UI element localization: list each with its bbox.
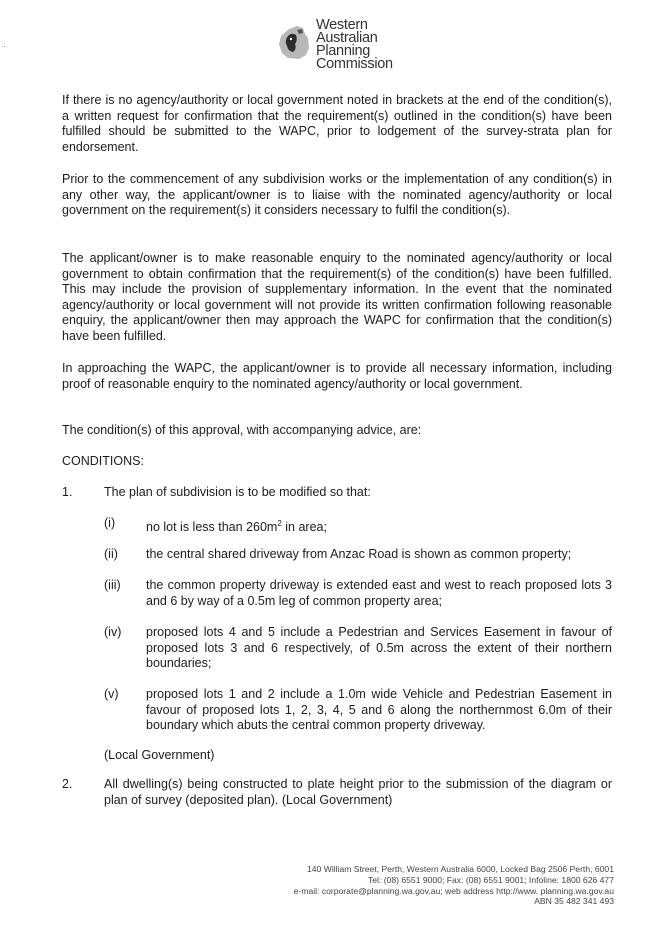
item-text: the central shared driveway from Anzac Road is shown as common property; (146, 547, 572, 561)
letterhead-footer (294, 864, 614, 907)
logo-line-3: Planning (316, 43, 371, 59)
item-label: (v) (104, 687, 119, 701)
paragraph-lodgement: If there is no agency/authority or local government noted in brackets at the end of the condition(s), a written request for confirmation that the requirement(s) outlined in the condition(s) have been fulfilled should be submitted to the WAPC, prior to lodgement of the survey-strata plan for endorsement. (62, 93, 612, 154)
wa-map-emblem-icon (275, 22, 315, 62)
wapc-logo (275, 16, 415, 76)
item-text (146, 516, 612, 536)
logo-line-2: Australian (316, 30, 378, 46)
paragraph-conditions-intro: The condition(s) of this approval, with accompanying advice, are: (62, 423, 422, 437)
condition-1-authority: (Local Government) (104, 748, 215, 762)
item-superscript: 2 (277, 519, 282, 528)
logo-wordmark (316, 19, 393, 71)
item-text-after: in area; (281, 520, 327, 535)
logo-line-4: Commission (316, 56, 393, 72)
footer-phone: Tel: (08) 6551 9000; Fax: (08) 6551 9001; Infoline: 1800 626 477 (367, 874, 614, 885)
footer-contact: e-mail: corporate@planning.wa.gov.au; web address http://www. planning.wa.gov.au (293, 885, 614, 896)
item-label: (iii) (104, 578, 121, 592)
footer-abn: ABN 35 482 341 493 (534, 896, 614, 907)
item-text: proposed lots 1 and 2 include a 1.0m wide Vehicle and Pedestrian Easement in favour of proposed lots 1, 2, 3, 4, 5 and 6 along the northernmost 6.0m of their boundary which abuts the central common property driveway. (146, 687, 612, 732)
item-label: (i) (104, 516, 116, 530)
item-text-before: no lot is less than 260m (146, 520, 278, 535)
condition-text: All dwelling(s) being constructed to plate height prior to the submission of the diagram or plan of survey (deposited plan). (Local Government) (104, 777, 612, 807)
item-label: (ii) (104, 547, 118, 561)
item-label: (iv) (104, 625, 122, 639)
condition-number: 2. (62, 777, 73, 791)
paragraph-enquiry: The applicant/owner is to make reasonable enquiry to the nominated agency/authority or local government to obtain confirmation that the requirement(s) of the condition(s) have been fulfilled. This may include the provision of supplementary information. In the event that the nominated agency/authority or local government will not provide its written confirmation following reasonable enquiry, the applicant/owner then may approach the WAPC for confirmation that the condition(s) have been fulfilled. (62, 251, 612, 343)
scan-speck (4, 46, 5, 47)
paragraph-liaise: Prior to the commencement of any subdivision works or the implementation of any condition(s) in any other way, the applicant/owner is to liaise with the nominated agency/authority or local government on the requirement(s) it considers necessary to fulfil the condition(s). (62, 172, 612, 217)
condition-text: The plan of subdivision is to be modified so that: (104, 485, 371, 499)
logo-line-1: Western (316, 17, 368, 33)
footer-address: 140 William Street, Perth, Western Australia 6000, Locked Bag 2506 Perth, 6001 (306, 864, 614, 874)
conditions-heading: CONDITIONS: (62, 454, 144, 468)
condition-number: 1. (62, 485, 73, 499)
paragraph-approaching-wapc: In approaching the WAPC, the applicant/owner is to provide all necessary information, including proof of reasonable enquiry to the nominated agency/authority or local government. (62, 361, 612, 391)
item-text: the common property driveway is extended east and west to reach proposed lots 3 and 6 by way of a 0.5m leg of common property area; (146, 578, 612, 608)
item-text: proposed lots 4 and 5 include a Pedestrian and Services Easement in favour of proposed lots 3 and 6 respectively, of 0.5m across the extent of their northern boundaries; (146, 625, 612, 670)
